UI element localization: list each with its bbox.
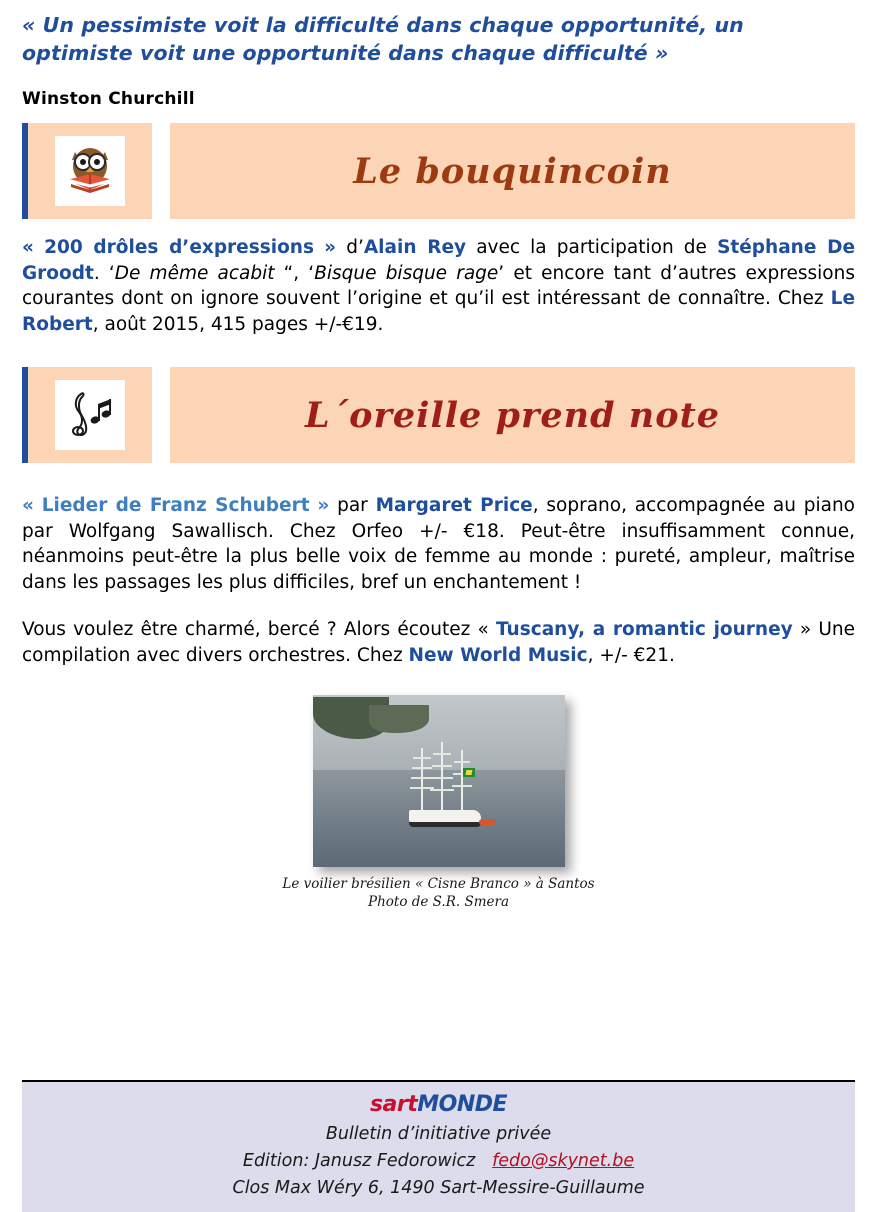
book-author-2: Stéphane De Groodt (22, 237, 855, 284)
music1-tail: , soprano, accompagnée au piano par Wolfgang Sawallisch. Chez Orfeo +/- €18. Peut-être insuffisamment connue, néanmoins peut-être la plus belle voix de femme au monde : pureté, ampleur, maîtrise dans les passages les plus difficiles, bref un enchantement ! (22, 495, 855, 593)
photo-caption (282, 875, 594, 911)
photo-yard (454, 761, 470, 763)
photo-headland-2 (369, 705, 429, 733)
banner-title-box (170, 123, 855, 219)
book-quote-open: « (22, 237, 34, 259)
quote-line-2: optimiste voit une opportunité dans chaque difficulté » (22, 40, 669, 65)
book-paragraph (22, 235, 855, 337)
photo-tender-boat (479, 819, 495, 825)
music-note-icon (55, 380, 125, 450)
footer-email-link[interactable]: fedo@skynet.be (492, 1151, 635, 1171)
music1-mid: par (329, 495, 376, 517)
photo-yard (431, 777, 453, 779)
photo-caption-line-2: Photo de S.R. Smera (367, 893, 510, 910)
photo-yard (411, 777, 433, 779)
music2-tail: , +/- €21. (587, 644, 675, 666)
music2-label: New World Music (408, 644, 588, 666)
music-paragraph-2 (22, 617, 855, 668)
section-title-oreille: L´oreille prend note (304, 394, 720, 436)
music1-title: Lieder de Franz Schubert (41, 495, 310, 517)
logo-sart: sart (369, 1092, 418, 1117)
book-mid-1: avec la participation de (466, 237, 718, 259)
photo-mast (461, 750, 463, 810)
music1-quote-open: « (22, 495, 34, 517)
book-expression-1: De même acabit (114, 262, 275, 284)
book-by: d’ (346, 237, 364, 259)
photo-yard (432, 765, 452, 767)
book-mid-3: “, ‘ (274, 262, 315, 284)
music2-lead: Vous voulez être charmé, bercé ? Alors écoutez « (22, 619, 496, 641)
logo-monde: MONDE (417, 1092, 508, 1117)
footer-subtitle: Bulletin d’initiative privée (325, 1124, 552, 1144)
section-banner-oreille (22, 367, 855, 463)
photo-yard (413, 757, 431, 759)
banner-gap (152, 367, 170, 463)
book-mid-4: ’ et encore tant d’autres expressions courantes dont on ignore souvent l’origine et qu’il est intéressant de connaître. Chez (22, 262, 855, 310)
music2-album: Tuscany, a romantic journey (495, 619, 793, 641)
banner-icon-box (28, 367, 152, 463)
book-author: Alain Rey (363, 237, 467, 259)
photo-hull (409, 810, 481, 823)
section-banner-bouquincoin (22, 123, 855, 219)
quote-line-1: « Un pessimiste voit la difficulté dans chaque opportunité, un (22, 13, 744, 37)
book-publisher: Le Robert (22, 288, 855, 335)
section-title-bouquincoin: Le bouquincoin (353, 150, 672, 192)
book-expression-2: Bisque bisque rage (314, 262, 499, 284)
book-mid-2: . ‘ (93, 262, 115, 284)
quote-author: Winston Churchill (22, 89, 195, 110)
book-tail: , août 2015, 415 pages +/-€19. (92, 313, 384, 335)
photo-caption-line-1: Le voilier brésilien « Cisne Branco » à Santos (282, 875, 595, 892)
sailing-ship-photo (313, 695, 565, 867)
photo-mast (441, 742, 443, 810)
music2-mid: » Une compilation avec divers orchestres. Chez (22, 619, 855, 666)
photo-yard (430, 789, 454, 791)
newsletter-page (0, 12, 877, 1212)
banner-title-box (170, 367, 855, 463)
banner-icon-box (28, 123, 152, 219)
sartmonde-logo (22, 1092, 855, 1117)
photo-yard (452, 785, 472, 787)
photo-yard (412, 767, 432, 769)
book-quote-close: » (324, 237, 337, 259)
footer-edition-text: Edition: Janusz Fedorowicz (242, 1151, 476, 1171)
music-paragraph-1 (22, 493, 855, 595)
banner-gap (152, 123, 170, 219)
music1-quote-close: » (317, 495, 330, 517)
photo-block (22, 695, 855, 911)
music1-artist: Margaret Price (375, 495, 533, 517)
footer-address: Clos Max Wéry 6, 1490 Sart-Messire-Guillaume (232, 1178, 645, 1198)
photo-brazil-flag (463, 768, 475, 777)
owl-reading-icon (55, 136, 125, 206)
pull-quote (22, 12, 855, 67)
photo-yard (433, 753, 451, 755)
footer-edition-line (22, 1151, 855, 1171)
photo-hull-waterline (409, 822, 481, 827)
page-footer (22, 1080, 855, 1212)
book-title: 200 drôles d’expressions (44, 237, 314, 259)
